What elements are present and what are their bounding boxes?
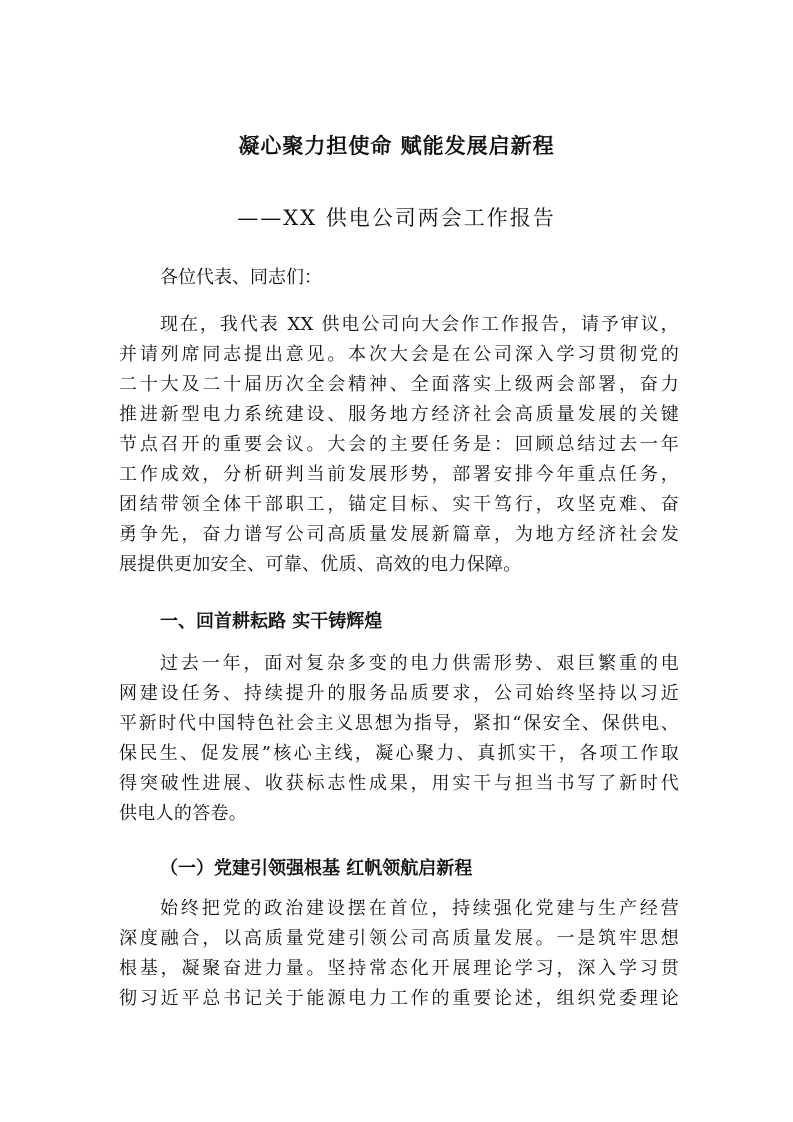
section1-line: 得突破性进展、收获标志性成果，用实干与担当书写了新时代 [119, 773, 679, 794]
subsection1-line: 根基，凝聚奋进力量。坚持常态化开展理论学习，深入学习贯 [119, 958, 679, 979]
subsection1-line: 深度融合，以高质量党建引领公司高质量发展。一是筑牢思想 [119, 928, 679, 949]
section1-line: 网建设任务、持续提升的服务品质要求，公司始终坚持以习近 [119, 683, 679, 704]
section1-line: 平新时代中国特色社会主义思想为指导，紧扣“保安全、保供电、 [119, 713, 679, 734]
intro-line: 展提供更加安全、可靠、优质、高效的电力保障。 [119, 554, 522, 575]
subsection1-line: 彻习近平总书记关于能源电力工作的重要论述，组织党委理论 [119, 988, 679, 1009]
section1-line: 过去一年，面对复杂多变的电力供需形势、艰巨繁重的电 [160, 653, 679, 674]
document-title: 凝心聚力担使命 赋能发展启新程 [238, 133, 555, 158]
intro-line: 并请列席同志提出意见。本次大会是在公司深入学习贯彻党的 [119, 344, 679, 365]
subsection1-line: 始终把党的政治建设摆在首位，持续强化党建与生产经营 [160, 898, 679, 919]
intro-line: 推进新型电力系统建设、服务地方经济社会高质量发展的关键 [119, 404, 679, 425]
section-heading: 一、回首耕耘路 实干铸辉煌 [160, 611, 383, 632]
greeting: 各位代表、同志们： [160, 267, 322, 288]
section1-line: 供电人的答卷。 [119, 803, 248, 824]
document-subtitle: ——XX 供电公司两会工作报告 [237, 206, 556, 230]
section1-line: 保民生、促发展”核心主线，凝心聚力、真抓实干，各项工作取 [119, 743, 679, 764]
subsection-heading: （一）党建引领强根基 红帆领航启新程 [160, 858, 473, 879]
intro-line: 节点召开的重要会议。大会的主要任务是：回顾总结过去一年 [119, 434, 679, 455]
intro-line: 现在，我代表 XX 供电公司向大会作工作报告，请予审议， [160, 314, 679, 335]
intro-line: 工作成效，分析研判当前发展形势，部署安排今年重点任务， [119, 464, 679, 485]
intro-line: 团结带领全体干部职工，锚定目标、实干笃行，攻坚克难、奋 [119, 494, 679, 515]
intro-line: 勇争先，奋力谱写公司高质量发展新篇章，为地方经济社会发 [119, 524, 679, 545]
intro-line: 二十大及二十届历次全会精神、全面落实上级两会部署，奋力 [119, 374, 679, 395]
